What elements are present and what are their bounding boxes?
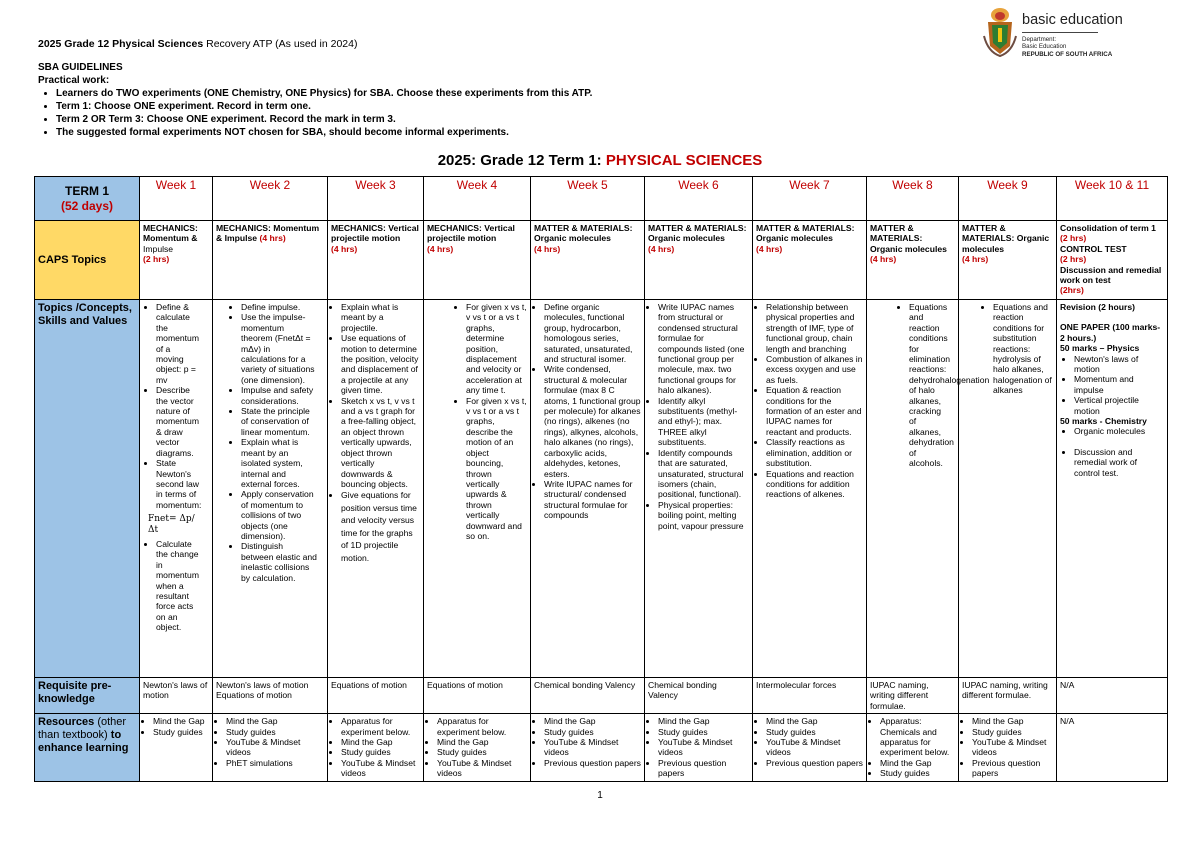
resource-item: • Study guides xyxy=(226,727,324,737)
momentum-formula: Fnet= Δp/Δt xyxy=(148,514,195,535)
resource-item: • YouTube & Mindset videos xyxy=(544,737,641,758)
topic-item: • Apply conservation of momentum to collisions of two objects (one dimension). xyxy=(241,489,317,541)
resource-item: • Study guides xyxy=(153,727,209,737)
resources-list xyxy=(143,716,209,737)
topic-item: • Identify compounds that are saturated, unsaturated, structural isomers (chain, positional, functional). xyxy=(658,448,749,500)
logo-title: basic education xyxy=(1022,12,1123,28)
resource-item: • YouTube & Mindset videos xyxy=(341,758,420,779)
topic-item: • Define impulse. xyxy=(241,302,317,312)
topic-item: • Impulse and safety considerations. xyxy=(241,385,317,406)
resource-item: • Previous question papers xyxy=(544,758,641,768)
requisite-cell: Equations of motion xyxy=(424,678,531,714)
caps-topic: MECHANICS: Vertical projectile motion xyxy=(427,223,515,244)
sba-heading: SBA GUIDELINES xyxy=(38,62,123,73)
resource-item: • Study guides xyxy=(544,727,641,737)
resources-label-bold: Resources xyxy=(38,716,95,729)
requisite-cell: IUPAC naming, writing different formulae. xyxy=(959,678,1057,714)
topics-cell-week9 xyxy=(959,300,1057,678)
week-header: Week 5 xyxy=(531,177,645,221)
week-header: Week 6 xyxy=(645,177,753,221)
caps-discussion: Discussion and remedial work on test xyxy=(1060,264,1162,286)
caps-cell xyxy=(213,221,328,300)
caps-cell xyxy=(645,221,753,300)
topic-item: • Give equations for position versus time and velocity versus time for the graphs of 1D projectile motion. xyxy=(341,489,420,564)
topic-item: • Equation & reaction conditions for the formation of an ester and IUPAC names for reactant and products. xyxy=(766,385,863,437)
sba-subheading: Practical work: xyxy=(38,75,110,86)
resources-label-bold2: to enhance learning xyxy=(38,729,129,755)
week-header: Week 8 xyxy=(867,177,959,221)
caps-topic: MATTER & MATERIALS: Organic molecules xyxy=(756,223,855,244)
revision-label: Revision (2 hours) xyxy=(1060,302,1135,312)
caps-cell xyxy=(424,221,531,300)
topic-item: • Combustion of alkanes in excess oxygen and use as fuels. xyxy=(766,354,863,385)
resources-cell-week9 xyxy=(959,714,1057,781)
header-title-rest: Recovery ATP (As used in 2024) xyxy=(206,38,358,50)
topic-item: • Equations and reaction conditions for addition reactions of alkenes. xyxy=(766,469,863,500)
topics-cell-week1 xyxy=(140,300,213,678)
resources-list xyxy=(648,716,749,778)
topic-item: • Newton's laws of motion xyxy=(1074,354,1164,375)
caps-hours: (4 hrs) xyxy=(534,243,561,254)
topic-item: • Momentum and impulse xyxy=(1074,374,1164,395)
document-header xyxy=(38,38,357,50)
resource-item: • Previous question papers xyxy=(658,758,749,779)
physics-marks: 50 marks – Physics xyxy=(1060,343,1140,354)
logo-divider xyxy=(1022,32,1098,33)
week-header: Week 7 xyxy=(753,177,867,221)
page-title-subject: PHYSICAL SCIENCES xyxy=(605,152,763,169)
resource-item: • Study guides xyxy=(766,727,863,737)
resources-row xyxy=(35,714,1168,781)
topics-cell-week4 xyxy=(424,300,531,678)
topic-item: • Vertical projectile motion xyxy=(1074,395,1164,416)
topic-item: • Sketch x vs t, v vs t and a vs t graph for a free-falling object, an object thrown vertically upwards, object thrown vertically downwards & bouncing objects. xyxy=(341,396,420,490)
topic-item: • For given x vs t, v vs t or a vs t graphs, determine position, displacement and velocity or acceleration at any time t. xyxy=(466,302,527,396)
topics-cell-week2 xyxy=(213,300,328,678)
topic-item: • Explain what is meant by a projectile. xyxy=(341,302,420,333)
resource-item: • Study guides xyxy=(880,768,955,778)
caps-hours: (2hrs) xyxy=(1060,285,1084,296)
requisite-cell: Chemical bonding Valency xyxy=(531,678,645,714)
caps-hours: (2 hrs) xyxy=(143,254,170,265)
resource-item: • Previous question papers xyxy=(766,758,863,768)
resources-list xyxy=(870,716,955,778)
resources-list xyxy=(756,716,863,768)
caps-extra: Impulse xyxy=(143,243,174,254)
topics-list xyxy=(648,302,749,531)
sba-guidelines xyxy=(38,61,592,139)
topic-item: • Distinguish between elastic and inelastic collisions by calculation. xyxy=(241,541,317,583)
topic-item: • State the principle of conservation of linear momentum. xyxy=(241,406,317,437)
requisite-cell: Chemical bonding Valency xyxy=(645,678,753,714)
resources-list xyxy=(331,716,420,778)
caps-consolidation: Consolidation of term 1 xyxy=(1060,223,1156,233)
resources-label xyxy=(35,714,140,781)
logo-line1: Department: xyxy=(1022,36,1057,43)
topics-cell-week8 xyxy=(867,300,990,678)
topics-list xyxy=(452,302,527,541)
page-number: 1 xyxy=(597,790,603,801)
topic-item: • Write IUPAC names from structural or condensed structural formulae for compounds listed (one functional group per molecule, max. two functional groups for halo alkanes). xyxy=(658,302,749,396)
topics-list xyxy=(331,302,420,564)
topics-list xyxy=(534,302,641,521)
resource-item: • Mind the Gap xyxy=(658,716,749,726)
topic-item: • Write condensed, structural & molecular formulae (max 8 C atoms, 1 functional group per molecule) for alkanes (no rings), alkenes (no rings), alkynes, alcohols, halo alkanes (no rings), carboxylic acids, aldehydes, ketones, esters. xyxy=(544,364,641,478)
topic-item: • Define & calculate the momentum of a moving object: p = mv xyxy=(156,302,200,385)
resource-item: • Study guides xyxy=(437,747,527,757)
topic-item: • Use equations of motion to determine the position, velocity and displacement of a projectile at any given time. xyxy=(341,333,420,395)
logo-line2: Basic Education xyxy=(1022,43,1067,51)
requisite-cell: Newton's laws of motion xyxy=(140,678,213,714)
topics-list xyxy=(895,302,990,469)
atp-table xyxy=(34,176,1168,782)
requisite-label: Requisite pre-knowledge xyxy=(35,678,140,714)
resource-item: • Previous question papers xyxy=(972,758,1053,779)
resources-cell-week7 xyxy=(753,714,867,781)
resource-item: • Apparatus for experiment below. xyxy=(341,716,420,737)
topics-label: Topics /Concepts, Skills and Values xyxy=(35,300,140,678)
topics-list xyxy=(979,302,1053,396)
header-title-bold: 2025 Grade 12 Physical Sciences xyxy=(38,38,204,50)
resource-item: • YouTube & Mindset videos xyxy=(226,737,324,758)
caps-hours: (2 hrs) xyxy=(1060,233,1087,244)
caps-topics-label: CAPS Topics xyxy=(35,221,140,300)
sba-item: • Term 1: Choose ONE experiment. Record in term one. xyxy=(56,100,592,113)
caps-hours: (2 hrs) xyxy=(1060,254,1087,265)
table-header-row xyxy=(35,177,1168,221)
topics-list xyxy=(146,539,200,633)
caps-cell xyxy=(328,221,424,300)
topics-list xyxy=(227,302,317,583)
department-logo xyxy=(982,6,1123,62)
topic-item: • Use the impulse-momentum theorem (FnetΔt = mΔv) in calculations for a variety of situations (one dimension). xyxy=(241,312,317,385)
caps-hours: (4 hrs) xyxy=(756,243,783,254)
resources-label-normal: (other than textbook) xyxy=(38,716,127,742)
resource-item: • Mind the Gap xyxy=(766,716,863,726)
topics-cell-week10 xyxy=(1057,300,1168,678)
requisite-cell: N/A xyxy=(1057,678,1168,714)
topic-item: • For given x vs t, v vs t or a vs t graphs, describe the motion of an object bouncing, thrown vertically upwards & thrown vertically downward and so on. xyxy=(466,396,527,542)
topic-item: • State Newton's second law in terms of momentum: xyxy=(156,458,200,510)
term-label: TERM 1 xyxy=(64,183,109,198)
caps-control-test: CONTROL TEST xyxy=(1060,243,1127,254)
chemistry-marks: 50 marks - Chemistry xyxy=(1060,416,1147,427)
term-days: (52 days) xyxy=(60,198,114,213)
week-header: Week 10 & 11 xyxy=(1057,177,1168,221)
resources-list xyxy=(427,716,527,778)
topics-cell-week6 xyxy=(645,300,753,678)
resource-item: • Mind the Gap xyxy=(880,758,955,768)
topic-item: • Discussion and remedial work of control test. xyxy=(1074,447,1164,478)
week-header: Week 1 xyxy=(140,177,213,221)
topics-cell-week7 xyxy=(753,300,867,678)
topics-list xyxy=(146,302,200,510)
caps-topic: MECHANICS: Vertical projectile motion xyxy=(331,223,419,244)
resource-item: • Study guides xyxy=(972,727,1053,737)
page-title xyxy=(0,152,1200,169)
paper-label: ONE PAPER (100 marks- 2 hours.) xyxy=(1060,322,1161,343)
caps-topic: MATTER & MATERIALS: Organic molecules xyxy=(534,223,633,244)
week-header: Week 2 xyxy=(213,177,328,221)
caps-hours: (4 hrs) xyxy=(648,243,675,254)
logo-line3: REPUBLIC OF SOUTH AFRICA xyxy=(1022,50,1113,58)
resource-item: • Mind the Gap xyxy=(972,716,1053,726)
caps-hours: (4 hrs) xyxy=(331,243,358,254)
caps-cell xyxy=(753,221,867,300)
sba-item: • Learners do TWO experiments (ONE Chemistry, ONE Physics) for SBA. Choose these experiments from this ATP. xyxy=(56,87,592,100)
logo-subtitle xyxy=(1022,36,1112,58)
resource-item: • YouTube & Mindset videos xyxy=(972,737,1053,758)
topic-item: • Classify reactions as elimination, addition or substitution. xyxy=(766,437,863,468)
resource-item: • Study guides xyxy=(341,747,420,757)
caps-topic: MATTER & MATERIALS: Organic molecules xyxy=(962,223,1050,254)
resources-cell-week5 xyxy=(531,714,645,781)
resource-item: • Apparatus for experiment below. xyxy=(437,716,527,737)
resource-item: • YouTube & Mindset videos xyxy=(437,758,527,779)
topics-row xyxy=(35,300,1168,678)
chemistry-list xyxy=(1060,426,1164,478)
caps-topic: MECHANICS: Momentum & Impulse xyxy=(216,223,320,244)
topic-item: • Identify alkyl substituents (methyl- and ethyl-); max. THREE alkyl substituents. xyxy=(658,396,749,448)
resources-cell-week3 xyxy=(328,714,424,781)
caps-topics-row xyxy=(35,221,1168,300)
topic-item: • Equations and reaction conditions for substitution reactions: hydrolysis of halo alkanes, halogenation of alkanes xyxy=(993,302,1053,396)
topic-item: • Equations and reaction conditions for elimination reactions: dehydrohalogenation of halo alkanes, cracking of alkanes, dehydration of alcohols. xyxy=(909,302,948,469)
resource-item: • Mind the Gap xyxy=(437,737,527,747)
resource-item: • Study guides xyxy=(658,727,749,737)
resources-cell-week8 xyxy=(867,714,959,781)
caps-cell xyxy=(959,221,1057,300)
resource-item: • YouTube & Mindset videos xyxy=(658,737,749,758)
week-header: Week 9 xyxy=(959,177,1057,221)
caps-topic: MATTER & MATERIALS: Organic molecules xyxy=(648,223,747,244)
resource-item: • YouTube & Mindset videos xyxy=(766,737,863,758)
sba-list xyxy=(38,87,592,139)
resources-list xyxy=(216,716,324,768)
topic-item: • Describe the vector nature of momentum & draw vector diagrams. xyxy=(156,385,200,458)
term-cell xyxy=(35,177,140,221)
topic-item: • Write IUPAC names for structural/ condensed structural formulae for compounds xyxy=(544,479,641,521)
resource-item: • Mind the Gap xyxy=(226,716,324,726)
page-title-prefix: 2025: Grade 12 Term 1: xyxy=(437,152,602,169)
caps-cell xyxy=(140,221,213,300)
physics-list xyxy=(1060,354,1164,416)
requisite-row xyxy=(35,678,1168,714)
caps-topic: MATTER & MATERIALS: Organic molecules xyxy=(870,223,947,254)
resource-item: • PhET simulations xyxy=(226,758,324,768)
caps-cell xyxy=(867,221,959,300)
requisite-cell: Newton's laws of motion Equations of motion xyxy=(213,678,328,714)
topic-item: • Calculate the change in momentum when a resultant force acts on an object. xyxy=(156,539,200,633)
resources-cell-week6 xyxy=(645,714,753,781)
resources-cell-week2 xyxy=(213,714,328,781)
caps-cell-consolidation xyxy=(1057,221,1168,300)
requisite-cell: Equations of motion xyxy=(328,678,424,714)
caps-hours: (4 hrs) xyxy=(962,254,989,265)
caps-hours: (4 hrs) xyxy=(259,233,286,244)
caps-cell xyxy=(531,221,645,300)
week-header: Week 4 xyxy=(424,177,531,221)
resources-cell-week4 xyxy=(424,714,531,781)
topics-cell-week5 xyxy=(531,300,645,678)
resource-item: • Mind the Gap xyxy=(544,716,641,726)
caps-hours: (4 hrs) xyxy=(870,254,897,265)
sba-item: • The suggested formal experiments NOT chosen for SBA, should become informal experiments. xyxy=(56,126,592,139)
resources-cell-week1 xyxy=(140,714,213,781)
caps-hours: (4 hrs) xyxy=(427,243,454,254)
resources-cell-week10: N/A xyxy=(1057,714,1168,781)
resource-item: • Mind the Gap xyxy=(153,716,209,726)
requisite-cell: Intermolecular forces xyxy=(753,678,867,714)
coat-of-arms-icon xyxy=(982,6,1018,58)
sba-item: • Term 2 OR Term 3: Choose ONE experiment. Record the mark in term 3. xyxy=(56,113,592,126)
resources-list xyxy=(534,716,641,768)
requisite-cell: IUPAC naming, writing different formulae. xyxy=(867,678,959,714)
resources-list xyxy=(962,716,1053,778)
topic-item: • Physical properties: boiling point, melting point, vapour pressure xyxy=(658,500,749,531)
topics-cell-week3 xyxy=(328,300,424,678)
week-header: Week 3 xyxy=(328,177,424,221)
topics-list xyxy=(756,302,863,500)
topic-item: • Define organic molecules, functional group, hydrocarbon, homologous series, saturated, unsaturated, and structural isomer. xyxy=(544,302,641,364)
topic-item: • Relationship between physical properties and strength of IMF, type of functional group, chain length and branching xyxy=(766,302,863,354)
topic-item: • Organic molecules xyxy=(1074,426,1164,436)
resource-item: • Mind the Gap xyxy=(341,737,420,747)
topic-item: • Explain what is meant by an isolated system, internal and external forces. xyxy=(241,437,317,489)
caps-topic: MECHANICS: Momentum & xyxy=(143,223,198,244)
resource-item: • Apparatus: Chemicals and apparatus for experiment below. xyxy=(880,716,955,758)
